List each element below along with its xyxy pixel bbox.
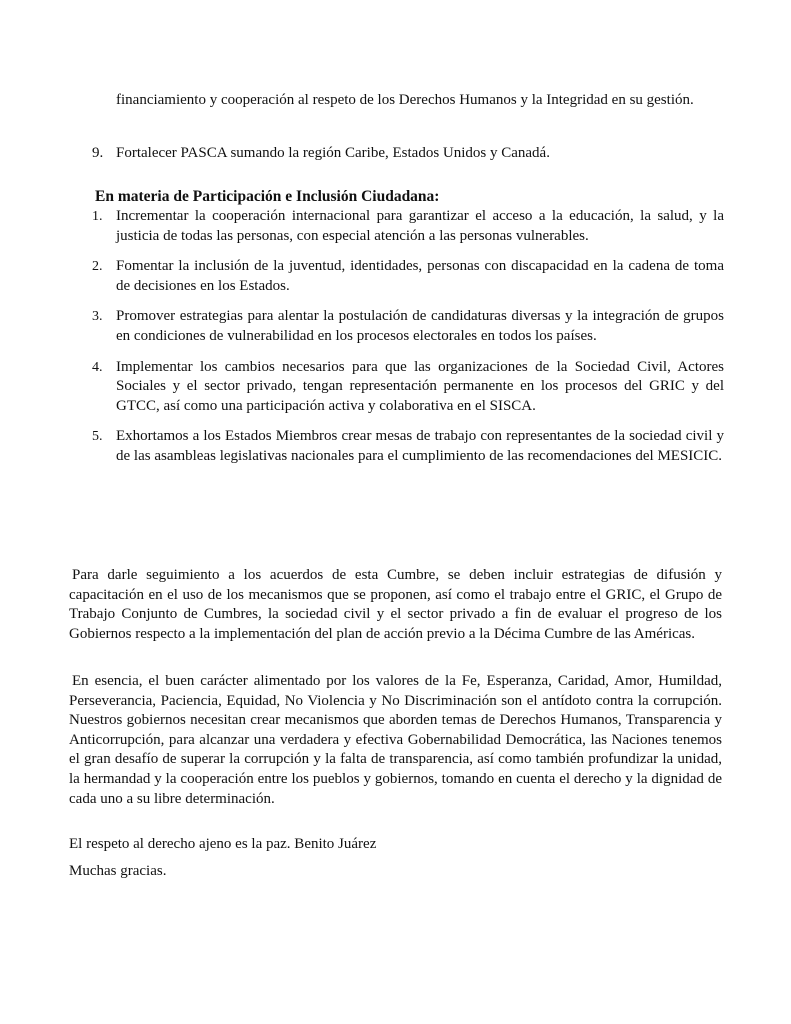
list-item-number: 2. — [92, 259, 103, 275]
followup-paragraph: Para darle seguimiento a los acuerdos de esta Cumbre, se deben incluir estrategias de difusión y capacitación en el uso de los mecanismos que se proponen, así como el trabajo entre el GRIC, el Grupo de Trabajo Conjunto de Cumbres, la sociedad civil y el sector privado a fin de evaluar el progreso de los Gobiernos respecto a la implementación del plan de acción previo a la Décima Cumbre de las Américas. — [69, 567, 722, 642]
list-item-text: Promover estrategias para alentar la postulación de candidaturas diversas y la integración de grupos en condiciones de vulnerabilidad en los procesos electorales en todos los países. — [116, 308, 724, 344]
essence-paragraph: En esencia, el buen carácter alimentado por los valores de la Fe, Esperanza, Caridad, Amor, Humildad, Perseverancia, Paciencia, Equidad, No Violencia y No Discriminación son el antídoto contra la corrupción. Nuestros gobiernos necesitan crear mecanismos que aborden temas de Derechos Humanos, Transparencia y Anticorrupción, para alcanzar una verdadera y efectiva Gobernabilidad Democrática, las Naciones tenemos el gran desafío de superar la corrupción y la falta de transparencia, así como también profundizar la unidad, la hermandad y la cooperación entre los pueblos y gobiernos, tomando en cuenta el derecho y la dignidad de cada uno a su libre determinación. — [69, 673, 722, 807]
list-item-number: 4. — [92, 359, 103, 375]
list-item-number: 3. — [92, 309, 103, 325]
section-heading: En materia de Participación e Inclusión Ciudadana: — [95, 188, 440, 205]
list-item — [92, 358, 724, 417]
continuation-paragraph: financiamiento y cooperación al respeto de los Derechos Humanos y la Integridad en su gestión. — [116, 92, 694, 108]
list-item-number: 5. — [92, 429, 103, 445]
list-item-text: Exhortamos a los Estados Miembros crear mesas de trabajo con representantes de la sociedad civil y de las asambleas legislativas nacionales para el cumplimiento de las recomendaciones del MESICIC. — [116, 428, 724, 464]
list-item-text: Fortalecer PASCA sumando la región Caribe, Estados Unidos y Canadá. — [116, 145, 550, 161]
list-item-text: Implementar los cambios necesarios para que las organizaciones de la Sociedad Civil, Actores Sociales y el sector privado, tengan representación permanente en los procesos del GRIC y del GTCC, así como una participación activa y colaborativa en el SISCA. — [116, 358, 724, 414]
list-item — [92, 207, 724, 246]
list-item-text: Incrementar la cooperación internacional para garantizar el acceso a la educación, la salud, y la justicia de todas las personas, con especial atención a las personas vulnerables. — [116, 208, 724, 244]
list-item-text: Fomentar la inclusión de la juventud, identidades, personas con discapacidad en la cadena de toma de decisiones en los Estados. — [116, 258, 724, 294]
list-item — [92, 257, 724, 296]
quote-line: El respeto al derecho ajeno es la paz. Benito Juárez — [69, 836, 377, 852]
list-item — [92, 427, 724, 466]
list-item-number: 9. — [92, 145, 104, 161]
list-item-number: 1. — [92, 209, 103, 224]
list-item — [92, 307, 724, 346]
closing-line: Muchas gracias. — [69, 863, 167, 879]
numbered-list — [92, 207, 724, 478]
